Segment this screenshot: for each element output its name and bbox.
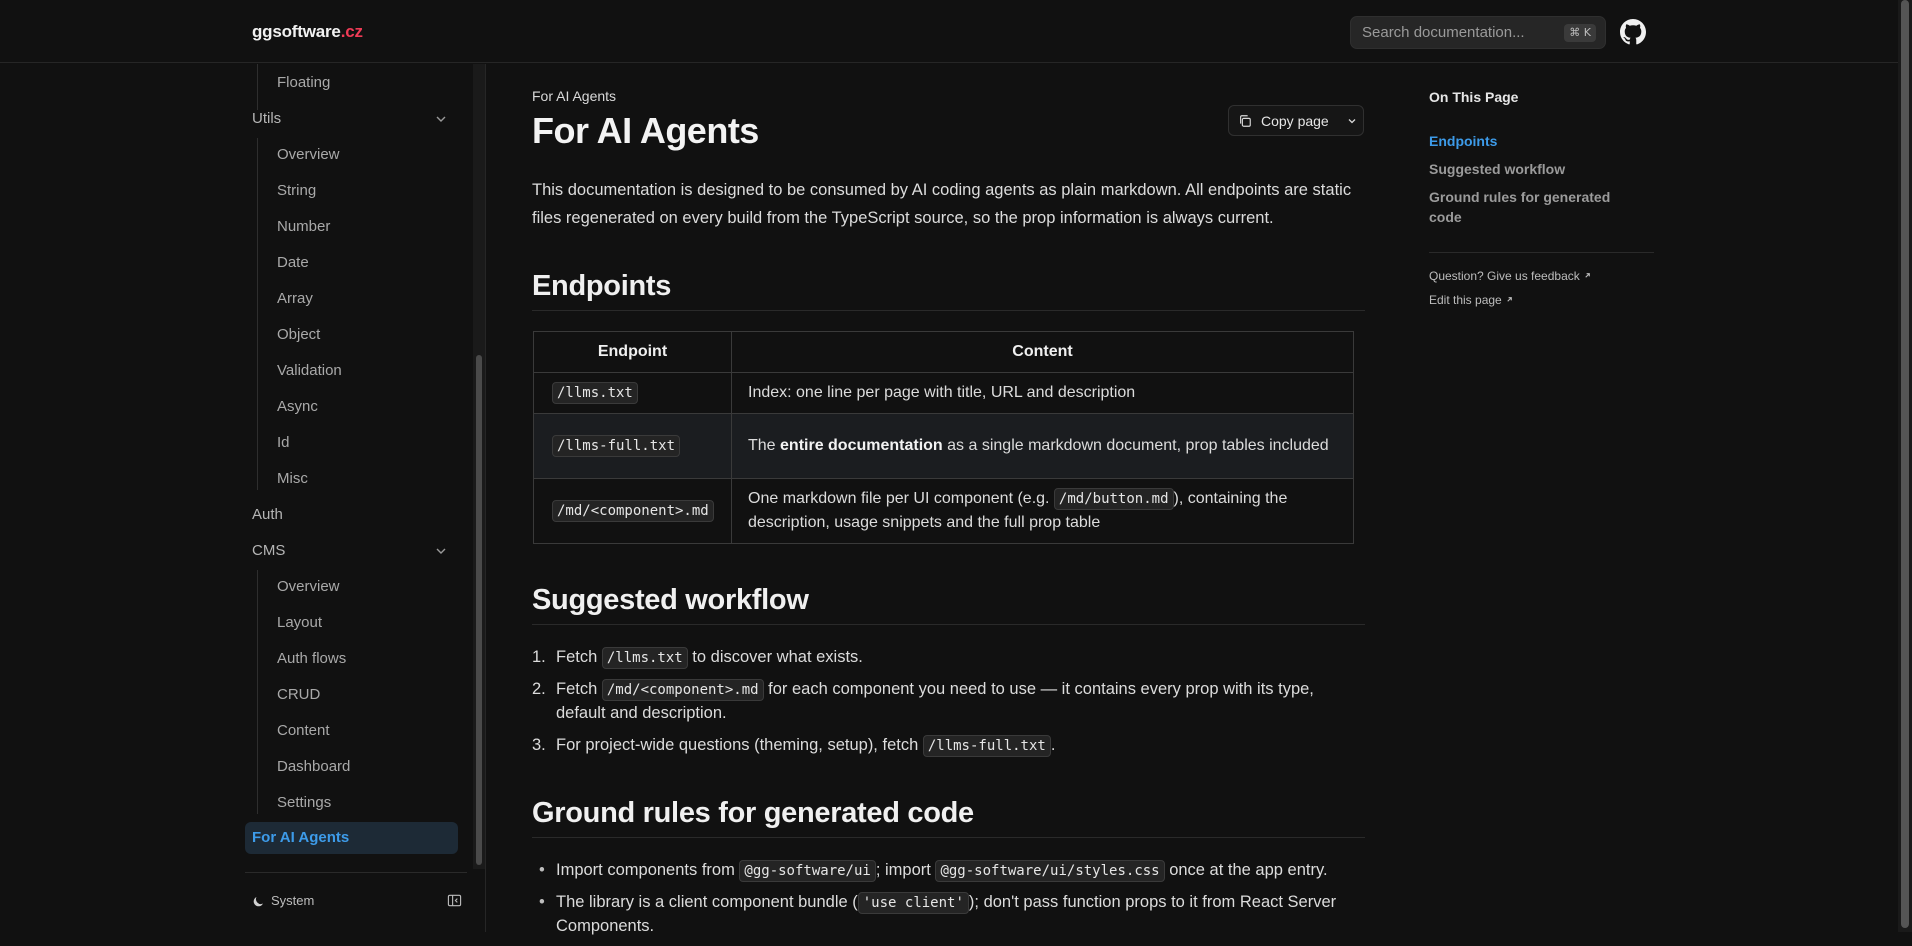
intro-paragraph: This documentation is designed to be consumed by AI coding agents as plain markdown. All endpoints are static files regenerated on every build from the TypeScript source, so the prop information is always current.: [532, 181, 1352, 227]
sidebar-item-number[interactable]: Number: [277, 218, 331, 235]
search-shortcut: ⌘ K: [1564, 24, 1596, 42]
sidebar-item-content[interactable]: Content: [277, 722, 330, 739]
heading-ground-rules: Ground rules for generated code: [532, 797, 974, 829]
rules-list: [532, 858, 1362, 946]
theme-label: System: [271, 893, 315, 908]
list-item: 2. Fetch /md/<component>.md for each component you need to use — it contains every prop with its type, default and description.: [532, 680, 1314, 722]
chevron-down-icon[interactable]: [434, 544, 448, 558]
sidebar-scrollbar-thumb[interactable]: [476, 355, 482, 865]
sidebar-item-dashboard[interactable]: Dashboard: [277, 758, 351, 775]
sidebar-item-auth[interactable]: Auth: [252, 506, 283, 523]
table-header-content: Content: [732, 332, 1354, 373]
sidebar-item-id[interactable]: Id: [277, 434, 290, 451]
list-item: 1. Fetch /llms.txt to discover what exists.: [532, 645, 1362, 669]
table-row: [534, 414, 1354, 479]
heading-rule: [532, 837, 1365, 838]
endpoint-description: Index: one line per page with title, URL and description: [732, 373, 1354, 414]
sidebar-item-misc[interactable]: Misc: [277, 470, 308, 487]
table-row: [534, 373, 1354, 414]
sidebar-item-layout[interactable]: Layout: [277, 614, 323, 631]
table-header-endpoint: Endpoint: [534, 332, 732, 373]
sidebar-item-object[interactable]: Object: [277, 326, 321, 343]
heading-suggested-workflow: Suggested workflow: [532, 584, 809, 616]
sidebar-item-settings[interactable]: Settings: [277, 794, 332, 811]
sidebar-footer-divider: [245, 872, 467, 873]
subtree-line: [257, 138, 258, 490]
sidebar-item-floating[interactable]: Floating: [277, 74, 331, 91]
top-header: [0, 0, 1898, 63]
endpoint-description: One markdown file per UI component (e.g. /md/button.md ), containing the description, usage snippets and the full prop table: [732, 479, 1354, 544]
breadcrumb[interactable]: For AI Agents: [532, 88, 617, 104]
page-title: For AI Agents: [532, 110, 759, 151]
sidebar-item-utils-overview[interactable]: Overview: [277, 146, 340, 163]
feedback-link[interactable]: Question? Give us feedback: [1429, 269, 1592, 283]
sidebar-item-cms[interactable]: CMS: [252, 542, 286, 559]
endpoint-description: The entire documentation as a single markdown document, prop tables included: [732, 414, 1354, 479]
logo-tld: .cz: [340, 22, 363, 41]
list-item: • The library is a client component bundle ( 'use client' ); don't pass function props to it from React Server Components.: [532, 890, 1362, 938]
sidebar-item-auth-flows[interactable]: Auth flows: [277, 650, 347, 667]
list-item: 3. For project-wide questions (theming, setup), fetch /llms-full.txt .: [532, 733, 1362, 757]
site-logo[interactable]: [252, 22, 363, 42]
workflow-list: [532, 645, 1362, 765]
search-box[interactable]: [1350, 16, 1606, 49]
sidebar-divider: [485, 64, 486, 932]
toc-link-ground-rules[interactable]: Ground rules for generated code: [1429, 189, 1611, 225]
heading-rule: [532, 624, 1365, 625]
copy-page-label: Copy page: [1261, 113, 1329, 129]
sidebar-item-cms-overview[interactable]: Overview: [277, 578, 340, 595]
chevron-down-icon: [1347, 116, 1357, 126]
toc-link-endpoints[interactable]: Endpoints: [1429, 133, 1498, 149]
endpoint-code: /llms-full.txt: [552, 435, 680, 457]
sidebar-item-label-active: For AI Agents: [252, 829, 350, 846]
sidebar-item-crud[interactable]: CRUD: [277, 686, 321, 703]
moon-icon: [252, 895, 265, 908]
copy-icon: [1238, 114, 1252, 128]
sidebar: [0, 64, 470, 932]
copy-page-button[interactable]: [1228, 105, 1364, 136]
sidebar-item-utils[interactable]: Utils: [252, 110, 282, 127]
external-link-icon: [1505, 295, 1514, 304]
sidebar-item-string[interactable]: String: [277, 182, 317, 199]
collapse-sidebar-icon[interactable]: [447, 893, 462, 908]
table-row: [534, 479, 1354, 544]
theme-toggle[interactable]: [252, 893, 314, 909]
edit-page-link[interactable]: Edit this page: [1429, 293, 1514, 307]
endpoints-table: [533, 331, 1354, 544]
sidebar-item-array[interactable]: Array: [277, 290, 313, 307]
chevron-down-icon[interactable]: [434, 112, 448, 126]
subtree-line: [257, 570, 258, 814]
sidebar-item-date[interactable]: Date: [277, 254, 309, 271]
list-item: • Import components from @gg-software/ui ; import @gg-software/ui/styles.css once at the app entry.: [532, 858, 1362, 882]
heading-endpoints: Endpoints: [532, 270, 672, 302]
logo-name: ggsoftware: [252, 22, 341, 41]
external-link-icon: [1583, 271, 1592, 280]
endpoint-code: /llms.txt: [552, 382, 638, 404]
page-scrollbar-thumb[interactable]: [1901, 0, 1909, 928]
toc-link-suggested-workflow[interactable]: Suggested workflow: [1429, 161, 1566, 177]
sidebar-item-async[interactable]: Async: [277, 398, 318, 415]
endpoint-code: /md/<component>.md: [552, 500, 714, 522]
github-icon[interactable]: [1620, 19, 1646, 45]
sidebar-item-validation[interactable]: Validation: [277, 362, 342, 379]
toc-divider: [1429, 252, 1654, 253]
toc-title: On This Page: [1429, 89, 1519, 105]
heading-rule: [532, 310, 1365, 311]
